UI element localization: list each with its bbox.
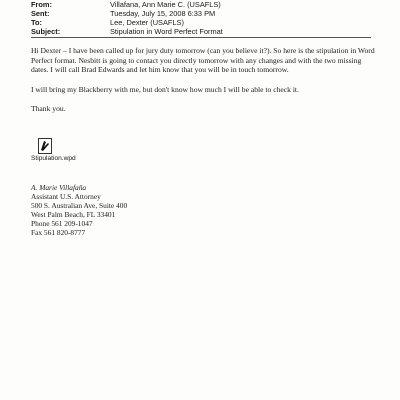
header-divider <box>31 37 371 38</box>
to-value: Lee, Dexter (USAFLS) <box>110 18 184 27</box>
body-paragraph: I will bring my Blackberry with me, but don't know how much I will be able to check it. <box>31 84 299 94</box>
sent-value: Tuesday, July 15, 2008 6:33 PM <box>110 9 216 18</box>
signature-name: A. Marie Villafaña <box>31 183 87 192</box>
email-header <box>31 0 371 36</box>
header-subject-row <box>31 27 371 36</box>
signature-address-line: 500 S. Australian Ave, Suite 400 <box>31 201 128 211</box>
header-from-row <box>31 0 371 9</box>
signature-fax: Fax 561 820-8777 <box>31 228 86 238</box>
signature-phone: Phone 561 209-1047 <box>31 219 93 229</box>
header-to-row <box>31 18 371 27</box>
header-sent-row <box>31 9 371 18</box>
signature-city-line: West Palm Beach, FL 33401 <box>31 210 116 220</box>
wordperfect-document-icon <box>38 138 52 154</box>
email-body <box>31 46 379 124</box>
subject-value: Stipulation in Word Perfect Format <box>110 27 223 36</box>
attachment-filename[interactable]: Stipulation.wpd <box>31 155 76 162</box>
to-label: To: <box>31 18 42 27</box>
subject-label: Subject: <box>31 27 61 36</box>
attachment-item[interactable] <box>31 138 91 163</box>
body-paragraph: Thank you. <box>31 104 66 114</box>
from-label: From: <box>31 0 52 9</box>
body-paragraph: Hi Dexter – I have been called up for jury duty tomorrow (can you believe it?). So here is the stipulation in Word Perfect format. Nesbitt is going to contact you directly tomorrow with any changes and with the two missing dates. I will call Brad Edwards and let him know that you will be in touch tomorrow. <box>31 46 375 75</box>
sent-label: Sent: <box>31 9 50 18</box>
email-signature <box>31 183 231 238</box>
signature-title: Assistant U.S. Attorney <box>31 192 101 202</box>
from-value: Villafana, Ann Marie C. (USAFLS) <box>110 0 221 9</box>
